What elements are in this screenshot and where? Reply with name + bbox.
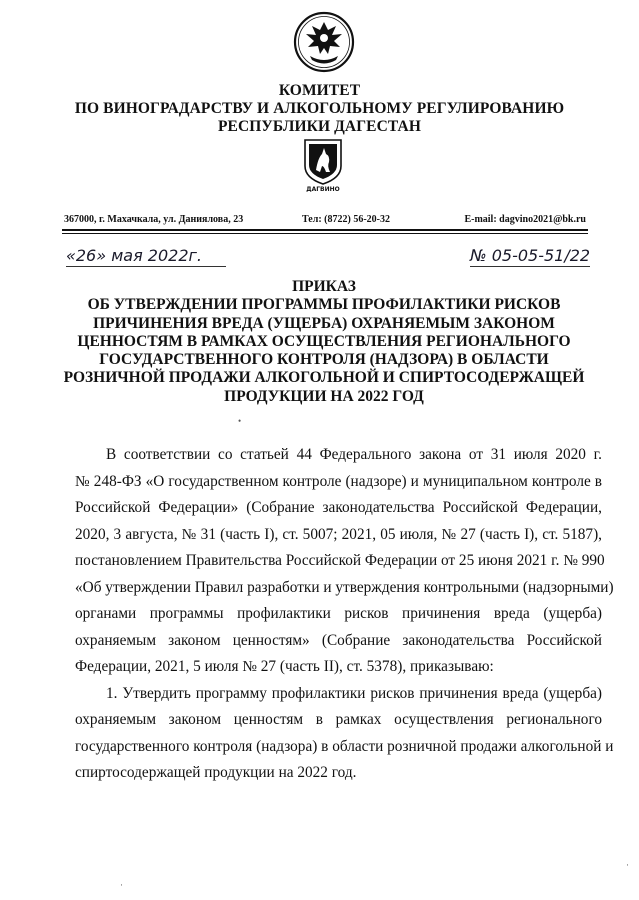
body-line: 2020, 3 августа, № 31 (часть I), ст. 5007; 2021, 05 июля, № 27 (часть I), ст. 5187), xyxy=(75,525,602,543)
body-line: В соответствии со статьей 44 Федерального закона от 31 июля 2020 г. xyxy=(106,446,602,463)
body-line: Федерации, 2021, 5 июля № 27 (часть II), ст. 5378), приказываю: xyxy=(75,658,494,675)
body-line: государственного контроля (надзора) в области розничной продажи алкогольной и xyxy=(75,737,614,755)
document-body xyxy=(75,442,614,787)
body-line: спиртосодержащей продукции на 2022 год. xyxy=(75,764,357,781)
scan-speck: • xyxy=(238,416,242,426)
title-line: ПРИЧИНЕНИЯ ВРЕДА (УЩЕРБА) ОХРАНЯЕМЫМ ЗАКОНОМ xyxy=(93,314,555,332)
email-text: E-mail: dagvino2021@bk.ru xyxy=(464,214,586,225)
title-line: РОЗНИЧНОЙ ПРОДАЖИ АЛКОГОЛЬНОЙ И СПИРТОСОДЕРЖАЩЕЙ xyxy=(63,369,585,387)
body-line: № 248-ФЗ «О государственном контроле (надзоре) и муниципальном контроле в xyxy=(75,472,602,490)
coat-of-arms-emblem xyxy=(292,10,356,74)
body-line: 1. Утвердить программу профилактики рисков причинения вреда (ущерба) xyxy=(106,684,602,702)
header-rule-thin xyxy=(62,233,588,234)
date-underline xyxy=(66,266,226,267)
handwritten-date: «26» мая 2022г. xyxy=(66,246,202,265)
title-line: ЦЕННОСТЯМ В РАМКАХ ОСУЩЕСТВЛЕНИЯ РЕГИОНАЛЬНОГО xyxy=(77,332,571,350)
body-line: «Об утверждении Правил разработки и утверждения контрольными (надзорными) xyxy=(75,578,614,596)
address-text: 367000, г. Махачкала, ул. Даниялова, 23 xyxy=(64,214,244,225)
org-name-line-2: ПО ВИНОГРАДАРСТВУ И АЛКОГОЛЬНОМУ РЕГУЛИРОВАНИЮ xyxy=(74,100,565,117)
handwritten-number: № 05-05-51/22 xyxy=(470,246,591,265)
body-line: охраняемым законом ценностям» (Собрание законодательства Российской xyxy=(75,631,602,649)
scan-speck: · xyxy=(120,880,123,890)
title-line: ОБ УТВЕРЖДЕНИИ ПРОГРАММЫ ПРОФИЛАКТИКИ РИСКОВ xyxy=(87,296,561,314)
header-rule-thick xyxy=(62,229,588,231)
body-line: органами программы профилактики рисков причинения вреда (ущерба) xyxy=(75,605,602,622)
body-line: Российской Федерации» (Собрание законодательства Российской Федерации, xyxy=(75,499,602,516)
body-line: охраняемым законом ценностям в рамках осуществления регионального xyxy=(75,711,602,728)
title-line: ПРИКАЗ xyxy=(292,278,356,295)
dagvino-logo xyxy=(300,136,346,192)
scan-speck: · xyxy=(626,860,629,870)
phone-text: Тел: (8722) 56-20-32 xyxy=(302,214,390,225)
number-underline xyxy=(470,266,590,267)
org-name-line-3: РЕСПУБЛИКИ ДАГЕСТАН xyxy=(217,118,422,135)
logo-caption: ДАГВИНО xyxy=(306,186,340,192)
title-line: ГОСУДАРСТВЕННОГО КОНТРОЛЯ (НАДЗОРА) В ОБЛАСТИ xyxy=(99,351,549,369)
document-title xyxy=(60,278,588,406)
org-name-line-1: КОМИТЕТ xyxy=(278,82,361,99)
body-line: постановлением Правительства Российской Федерации от 25 июня 2021 г. № 990 xyxy=(75,552,605,569)
title-line: ПРОДУКЦИИ НА 2022 ГОД xyxy=(224,387,424,405)
